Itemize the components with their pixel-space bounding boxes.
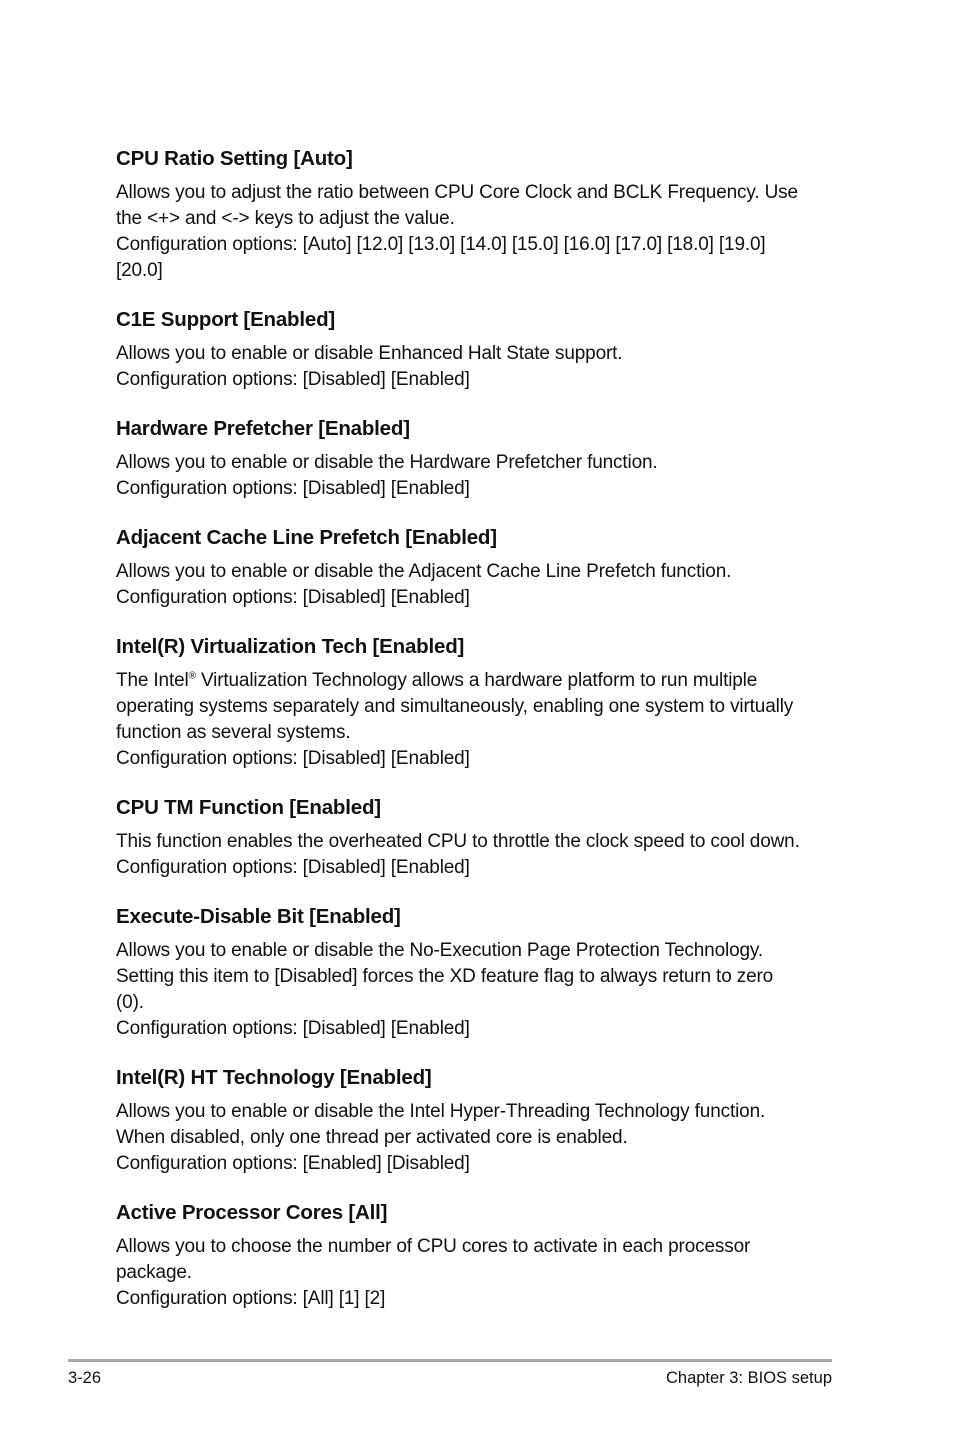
- page-number: 3-26: [68, 1369, 102, 1387]
- section-c1e-support: [116, 303, 836, 393]
- description-line: operating systems separately and simultaneously, enabling one system to virtually: [116, 696, 794, 717]
- config-options-line: Configuration options: [Auto] [12.0] [13.0] [14.0] [15.0] [16.0] [17.0] [18.0] [19.0]: [116, 234, 766, 255]
- intel-text: The Intel: [116, 670, 189, 691]
- config-options-line: Configuration options: [Enabled] [Disabled]: [116, 1153, 470, 1174]
- config-options-line: Configuration options: [Disabled] [Enabled]: [116, 478, 470, 499]
- section-title: Intel(R) Virtualization Tech [Enabled]: [116, 635, 465, 658]
- registered-mark: ®: [188, 670, 196, 682]
- section-adjacent-cache-line-prefetch: [116, 521, 836, 611]
- section-title: Execute-Disable Bit [Enabled]: [116, 905, 401, 928]
- description-line: Allows you to choose the number of CPU cores to activate in each processor: [116, 1236, 751, 1257]
- section-title: CPU TM Function [Enabled]: [116, 796, 381, 819]
- section-description: [116, 829, 836, 881]
- description-line: This function enables the overheated CPU to throttle the clock speed to cool down.: [116, 831, 800, 852]
- section-active-processor-cores: [116, 1196, 836, 1312]
- section-intel-virtualization-tech: [116, 630, 836, 772]
- section-intel-ht-technology: [116, 1061, 836, 1177]
- section-description: [116, 938, 836, 1042]
- footer-divider: [68, 1359, 832, 1362]
- description-line: Allows you to enable or disable the Adjacent Cache Line Prefetch function.: [116, 561, 732, 582]
- section-description: [116, 450, 836, 502]
- description-line: Allows you to enable or disable the Hardware Prefetcher function.: [116, 452, 658, 473]
- section-title: Active Processor Cores [All]: [116, 1201, 388, 1224]
- section-title: C1E Support [Enabled]: [116, 308, 336, 331]
- description-line: [116, 670, 757, 691]
- config-options-line: Configuration options: [Disabled] [Enabled]: [116, 748, 470, 769]
- description-line: (0).: [116, 992, 144, 1013]
- section-title: CPU Ratio Setting [Auto]: [116, 147, 353, 170]
- config-options-line: Configuration options: [Disabled] [Enabled]: [116, 369, 470, 390]
- section-cpu-ratio-setting: [116, 142, 836, 284]
- description-line: Allows you to enable or disable Enhanced Halt State support.: [116, 343, 623, 364]
- section-description: [116, 559, 836, 611]
- config-options-line: Configuration options: [All] [1] [2]: [116, 1288, 386, 1309]
- section-execute-disable-bit: [116, 900, 836, 1042]
- description-line: Setting this item to [Disabled] forces the XD feature flag to always return to zero: [116, 966, 774, 987]
- virtualization-text: Virtualization Technology allows a hardware platform to run multiple: [195, 670, 758, 691]
- section-hardware-prefetcher: [116, 412, 836, 502]
- config-options-line: Configuration options: [Disabled] [Enabled]: [116, 1018, 470, 1039]
- section-cpu-tm-function: [116, 791, 836, 881]
- description-line: function as several systems.: [116, 722, 351, 743]
- description-line: Allows you to enable or disable the No-Execution Page Protection Technology.: [116, 940, 763, 961]
- section-title: Adjacent Cache Line Prefetch [Enabled]: [116, 526, 497, 549]
- section-description: [116, 341, 836, 393]
- chapter-title: Chapter 3: BIOS setup: [665, 1369, 832, 1387]
- section-description: [116, 668, 836, 772]
- description-line: package.: [116, 1262, 192, 1283]
- description-line: the <+> and <-> keys to adjust the value.: [116, 208, 455, 229]
- description-line: When disabled, only one thread per activated core is enabled.: [116, 1127, 628, 1148]
- description-line: Allows you to enable or disable the Intel Hyper-Threading Technology function.: [116, 1101, 766, 1122]
- section-description: [116, 1099, 836, 1177]
- section-description: [116, 1234, 836, 1312]
- config-options-line: Configuration options: [Disabled] [Enabled]: [116, 587, 470, 608]
- config-options-line: [20.0]: [116, 260, 163, 281]
- section-description: [116, 180, 836, 284]
- description-line: Allows you to adjust the ratio between CPU Core Clock and BCLK Frequency. Use: [116, 182, 798, 203]
- config-options-line: Configuration options: [Disabled] [Enabled]: [116, 857, 470, 878]
- document-body: [116, 142, 836, 1331]
- section-title: Intel(R) HT Technology [Enabled]: [116, 1066, 432, 1089]
- section-title: Hardware Prefetcher [Enabled]: [116, 417, 410, 440]
